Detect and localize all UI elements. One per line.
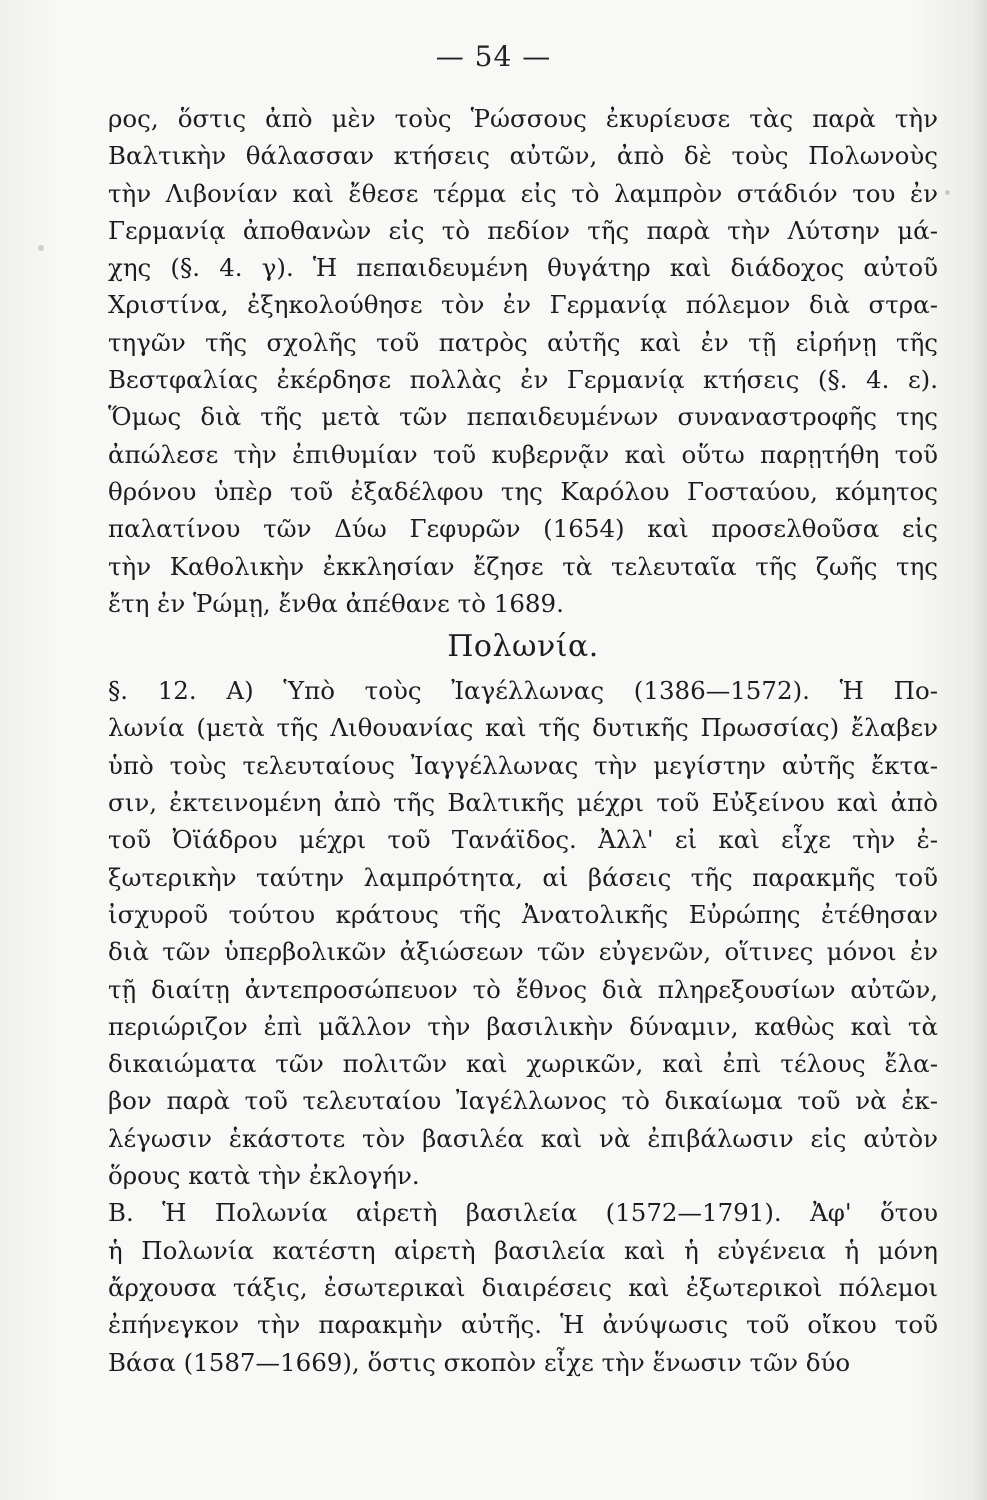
text-line: ἄρχουσα τάξις, ἐσωτερικαὶ διαιρέσεις καὶ ἐξωτερικοὶ πόλεμοι [108,1272,938,1302]
text-line: τὴν Λιβονίαν καὶ ἔθεσε τέρμα εἰς τὸ λαμπρὸν στάδιόν του ἐν [108,178,938,208]
text-line: ρος, ὅστις ἀπὸ μὲν τοὺς Ῥώσσους ἐκυρίευσε τὰς παρὰ τὴν [108,104,938,133]
text-line: θρόνου ὑπὲρ τοῦ ἐξαδέλφου της Καρόλου Γοσταύου, κόμητος [108,476,938,506]
text-line: ὑπὸ τοὺς τελευταίους Ἰαγγέλλωνας τὴν μεγίστην αὐτῆς ἔκτα- [108,750,938,780]
text-line: Χριστίνα, ἐξηκολούθησε τὸν ἐν Γερμανίᾳ πόλεμον διὰ στρα- [108,290,938,320]
text-line: τοῦ Ὀϊάδρου μέχρι τοῦ Τανάϊδος. Ἀλλ' εἰ καὶ εἶχε τὴν ἐ- [108,825,938,855]
text-line: ἰσχυροῦ τούτου κράτους τῆς Ἀνατολικῆς Εὐρώπης ἐτέθησαν [108,899,938,929]
text-line: Βεστφαλίας ἐκέρδησε πολλὰς ἐν Γερμανίᾳ κτήσεις (§. 4. ε). [108,365,938,395]
text-line: §. 12. Α) Ὑπὸ τοὺς Ἰαγέλλωνας (1386—1572). Ἡ Πο- [108,676,938,706]
text-line: ξωτερικὴν ταύτην λαμπρότητα, αἱ βάσεις τῆς παρακμῆς τοῦ [108,862,938,892]
paragraph-elective-monarchy [108,1194,938,1380]
text-line: ἐπήνεγκον τὴν παρακμὴν αὐτῆς. Ἡ ἀνύψωσις τοῦ οἴκου τοῦ [108,1310,938,1340]
page-speck [945,190,950,195]
text-line: περιώριζον ἐπὶ μᾶλλον τὴν βασιλικὴν δύναμιν, καθὼς καὶ τὰ [108,1011,938,1041]
text-line: ἡ Πολωνία κατέστη αἱρετὴ βασιλεία καὶ ἡ εὐγένεια ἡ μόνη [108,1235,938,1265]
text-line: παλατίνου τῶν Δύω Γεφυρῶν (1654) καὶ προσελθοῦσα εἰς [108,514,938,544]
page-number: — 54 — [435,40,552,73]
text-line: δικαιώματα τῶν πολιτῶν καὶ χωρικῶν, καὶ ἐπὶ τέλους ἔλα- [108,1049,938,1079]
text-line: Β. Ἡ Πολωνία αἱρετὴ βασιλεία (1572—1791). Ἀφ' ὅτου [108,1198,938,1228]
text-line: τὴν Καθολικὴν ἐκκλησίαν ἔζησε τὰ τελευταῖα τῆς ζωῆς της [108,551,938,581]
text-line: ἔτη ἐν Ῥώμῃ, ἔνθα ἀπέθανε τὸ 1689. [108,588,564,618]
text-line: βον παρὰ τοῦ τελευταίου Ἰαγέλλωνος τὸ δικαίωμα τοῦ νὰ ἐκ- [108,1086,938,1116]
text-line: Ὅμως διὰ τῆς μετὰ τῶν πεπαιδευμένων συναναστροφῆς της [108,402,938,432]
text-line: χης (§. 4. γ). Ἡ πεπαιδευμένη θυγάτηρ καὶ διάδοχος αὐτοῦ [108,253,938,283]
text-line: λωνία (μετὰ τῆς Λιθουανίας καὶ τῆς δυτικῆς Πρωσσίας) ἔλαβεν [108,713,938,743]
section-heading-poland: Πολωνία. [447,629,599,665]
text-line: Γερμανίᾳ ἀποθανὼν εἰς τὸ πεδίον τῆς παρὰ τὴν Λύτσην μά- [108,215,938,245]
text-line: λέγωσιν ἑκάστοτε τὸν βασιλέα καὶ νὰ ἐπιβάλωσιν εἰς αὐτὸν [108,1123,938,1153]
text-line: Βαλτικὴν θάλασσαν κτήσεις αὐτῶν, ἀπὸ δὲ τοὺς Πολωνοὺς [108,141,938,171]
paragraph-jagiellonians [108,672,938,1194]
text-line: ὅρους κατὰ τὴν ἐκλογήν. [108,1161,420,1191]
page-edge-shadow [973,0,987,1500]
text-line: σιν, ἐκτεινομένη ἀπὸ τῆς Βαλτικῆς μέχρι τοῦ Εὐξείνου καὶ ἀπὸ [108,788,938,818]
text-line: τῇ διαίτῃ ἀντεπροσώπευον τὸ ἔθνος διὰ πληρεξουσίων αὐτῶν, [108,974,938,1004]
text-line: τηγῶν τῆς σχολῆς τοῦ πατρὸς αὐτῆς καὶ ἐν τῇ εἰρήνῃ τῆς [108,327,938,357]
text-line: διὰ τῶν ὑπερβολικῶν ἀξιώσεων τῶν εὐγενῶν, οἵτινες μόνοι ἐν [108,937,938,967]
text-line: Βάσα (1587—1669), ὅστις σκοπὸν εἶχε τὴν ἕνωσιν τῶν δύο [108,1347,851,1377]
page-speck [38,245,44,251]
text-line: ἀπώλεσε τὴν ἐπιθυμίαν τοῦ κυβερνᾷν καὶ οὕτω παρῃτήθη τοῦ [108,439,938,469]
paragraph-christina [108,100,938,622]
page-text [108,100,938,1381]
